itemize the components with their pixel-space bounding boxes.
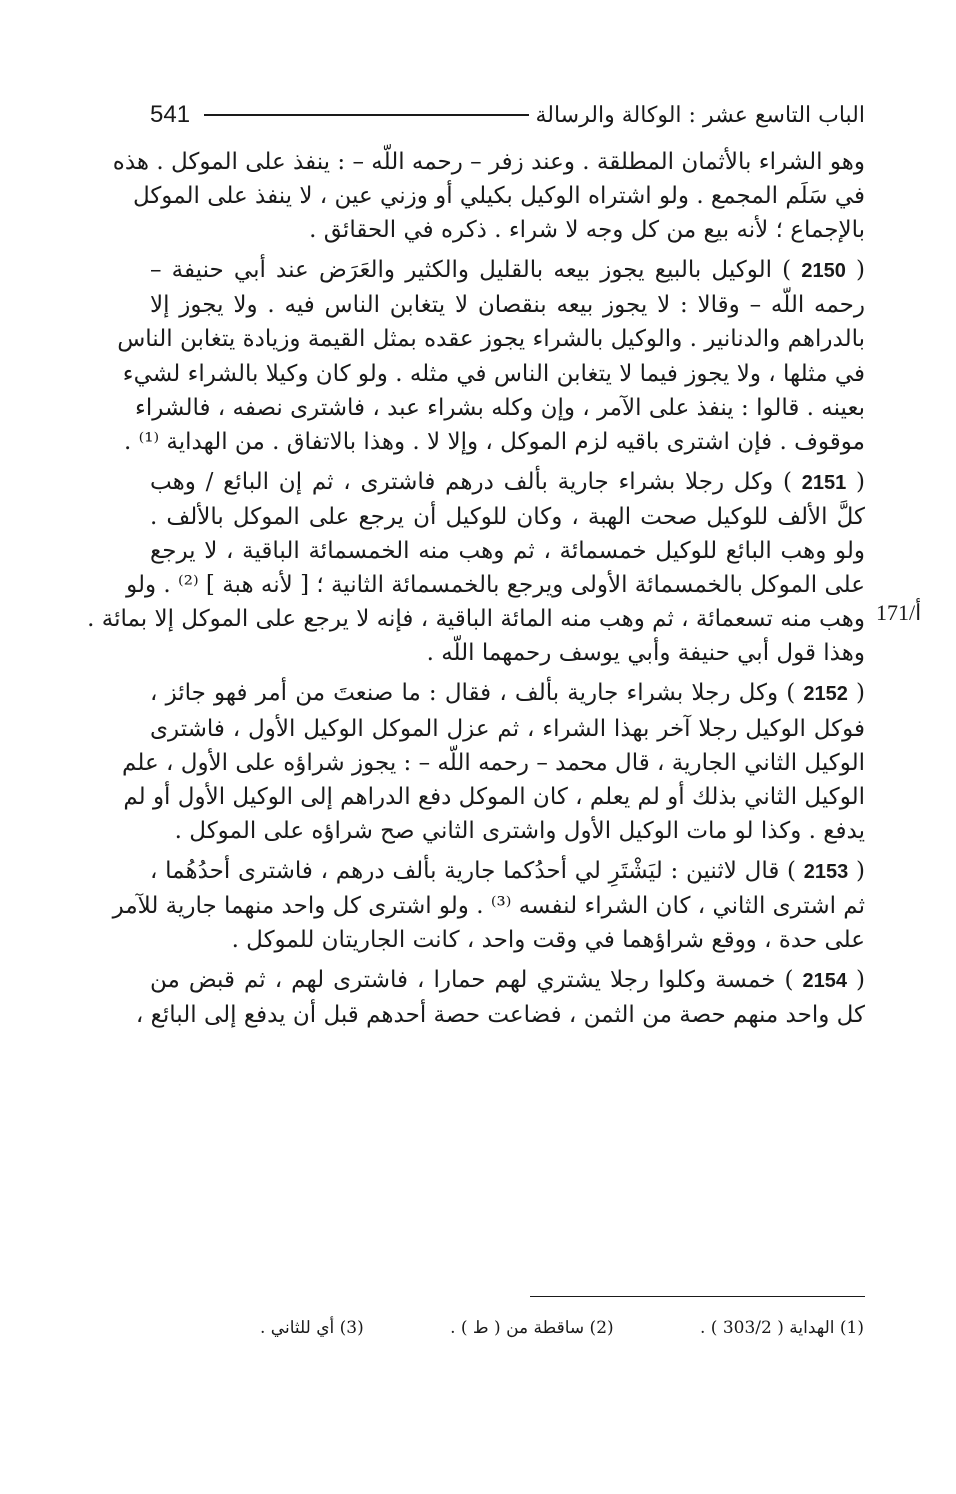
body-text: [87, 145, 865, 1032]
entry-number: 2152: [803, 683, 848, 706]
line-text: كل واحد منهم حصة من الثمن ، فضاعت حصة أحدهم قبل أن يدفع إلى البائع ،: [135, 1002, 865, 1029]
paragraph: [135, 963, 865, 1032]
paragraph: [87, 465, 865, 671]
text-line: [150, 636, 865, 670]
text-line: [123, 425, 865, 459]
text-line: [150, 923, 865, 957]
line-text: كلَّ الألف للوكيل صحت الهبة ، وكان للوكيل أن يرجع على الموكل بالألف .: [150, 503, 865, 530]
line-text: وكل رجلا بشراء جارية بألف ، فقال : ما صنعتَ من أمر فهو جائز ،: [150, 680, 779, 707]
text-line: [150, 814, 865, 848]
line-text: بالدراهم والدنانير . والوكيل بالشراء يجوز عقده بمثل القيمة وزيادة يتغابن الناس: [117, 326, 865, 353]
line-text: وهب منه تسعمائة ، ثم وهب منه المائة الباقية ، فإنه لا يرجع على الموكل إلا بمائة .: [87, 606, 865, 633]
paragraph: [112, 145, 865, 247]
text-line: [135, 391, 865, 425]
line-text: وكل رجلا بشراء جارية بألف درهم فاشترى ، ثم إن البائع / وهب: [150, 468, 774, 495]
text-line: [132, 179, 865, 213]
line-text: الوكيل بالبيع يجوز بيعه بالقليل والكثير والعَرَض عند أبي حنيفة –: [150, 257, 773, 284]
text-line: [122, 746, 865, 780]
line-text: فوكل الوكيل رجلا آخر بهذا الشراء ، ثم عزل الموكل الوكيل الأول ، فاشترى: [150, 715, 865, 742]
text-line: [150, 213, 865, 247]
text-line: ( 2150 ) الوكيل بالبيع يجوز بيعه بالقليل والكثير والعَرَض عند أبي حنيفة –: [150, 257, 865, 284]
text-line: [122, 357, 865, 391]
line-text: في سَلَم المجمع . ولو اشتراه الوكيل بكيلي أو وزني عين ، لا ينفذ على الموكل: [132, 183, 865, 210]
text-line: ( 2152 ) وكل رجلا بشراء جارية بألف ، فقال : ما صنعتَ من أمر فهو جائز ،: [150, 680, 865, 707]
line-text: الوكيل الثاني الجارية ، قال محمد – رحمه اللّه – : يجوز شراؤه على الأول ، علم: [122, 749, 865, 776]
entry-number: 2150: [801, 260, 846, 283]
footnotes: [260, 1318, 864, 1338]
text-line: [150, 500, 865, 534]
page: [87, 95, 865, 1032]
text-line: [135, 998, 865, 1032]
text-line: [150, 288, 865, 322]
line-text: موقوف . فإن اشترى باقيه لزم الموكل ، وإلا لا . وهذا بالاتفاق . من الهداية ⁽¹⁾ .: [123, 428, 865, 455]
text-line: ( 2154 ) خمسة وكلوا رجلا يشتري لهم حمارا ، فاشترى لهم ، ثم قبض من: [150, 967, 865, 994]
text-line: [126, 568, 865, 602]
line-text: ثم اشترى الثاني ، كان الشراء لنفسه ⁽³⁾ . ولو اشترى كل واحد منهما جارية للآمر: [112, 892, 865, 919]
margin-folio-note: 171/أ: [876, 600, 922, 625]
line-text: على الموكل بالخمسمائة الأولى ويرجع بالخمسمائة الثانية ؛ [ لأنه هبة ] ⁽²⁾ . ولو: [126, 572, 865, 599]
line-text: وهو الشراء بالأثمان المطلقة . وعند زفر – رحمه اللّه – : ينفذ على الموكل . هذه: [112, 149, 865, 175]
footnote-3: (3) أي للثاني .: [260, 1318, 364, 1338]
text-line: [123, 780, 865, 814]
line-text: ولو وهب البائع للوكيل خمسمائة ، ثم وهب منه الخمسمائة الباقية ، لا يرجع: [150, 538, 865, 565]
line-text: وهذا قول أبي حنيفة وأبي يوسف رحمهما اللّه .: [426, 640, 865, 667]
paragraph: [122, 676, 865, 847]
page-number: 541: [150, 101, 191, 128]
line-text: على حدة ، ووقع شراؤهما في وقت واحد ، كانت الجاريتان للموكل .: [231, 927, 865, 954]
entry-number: 2154: [802, 970, 847, 993]
paragraph: [112, 854, 865, 957]
footnote-2: (2) ساقطة من ( ط ) .: [450, 1318, 614, 1338]
footnote-rule: [530, 1296, 865, 1297]
text-line: [117, 322, 865, 356]
line-text: بعينه . قالوا : ينفذ على الآمر ، وإن وكله بشراء عبد ، فاشترى نصفه ، فالشراء: [135, 394, 865, 421]
line-text: بالإجماع ؛ لأنه بيع من كل وجه لا شراء . ذكره في الحقائق .: [309, 217, 865, 244]
line-text: في مثلها ، ولا يجوز فيما لا يتغابن الناس في مثله . ولو كان وكيلا بالشراء لشيء: [122, 360, 865, 387]
line-text: قال لاثنين : ليَشْتَرِ لي أحدُكما جارية بألف درهم ، فاشترى أحدُهُما ،: [150, 857, 780, 884]
text-line: ( 2153 ) قال لاثنين : ليَشْتَرِ لي أحدُكما جارية بألف درهم ، فاشترى أحدُهُما ،: [150, 857, 865, 884]
text-line: [87, 602, 865, 636]
line-text: الوكيل الثاني بذلك أو لم يعلم ، كان الموكل دفع الدراهم إلى الوكيل الأول أو لم: [123, 783, 865, 810]
running-title: الباب التاسع عشر : الوكالة والرسالة: [535, 102, 865, 128]
line-text: رحمه اللّه – وقالا : لا يجوز بيعه بنقصان لا يتغابن الناس فيه . ولا يجوز إلا: [150, 292, 865, 319]
paragraph: [117, 253, 865, 459]
entry-number: 2153: [803, 860, 849, 883]
entry-number: 2151: [801, 471, 847, 494]
text-line: [112, 145, 865, 179]
header-rule: [204, 114, 529, 116]
text-line: [150, 534, 865, 568]
text-line: ( 2151 ) وكل رجلا بشراء جارية بألف درهم فاشترى ، ثم إن البائع / وهب: [150, 468, 865, 495]
text-line: [112, 889, 865, 923]
line-text: خمسة وكلوا رجلا يشتري لهم حمارا ، فاشترى لهم ، ثم قبض من: [150, 967, 776, 994]
footnote-1: (1) الهداية ( 303/2 ) .: [699, 1318, 864, 1338]
text-line: [150, 712, 865, 746]
page-header: [150, 95, 865, 135]
line-text: يدفع . وكذا لو مات الوكيل الأول واشترى الثاني صح شراؤه على الموكل .: [174, 817, 865, 844]
